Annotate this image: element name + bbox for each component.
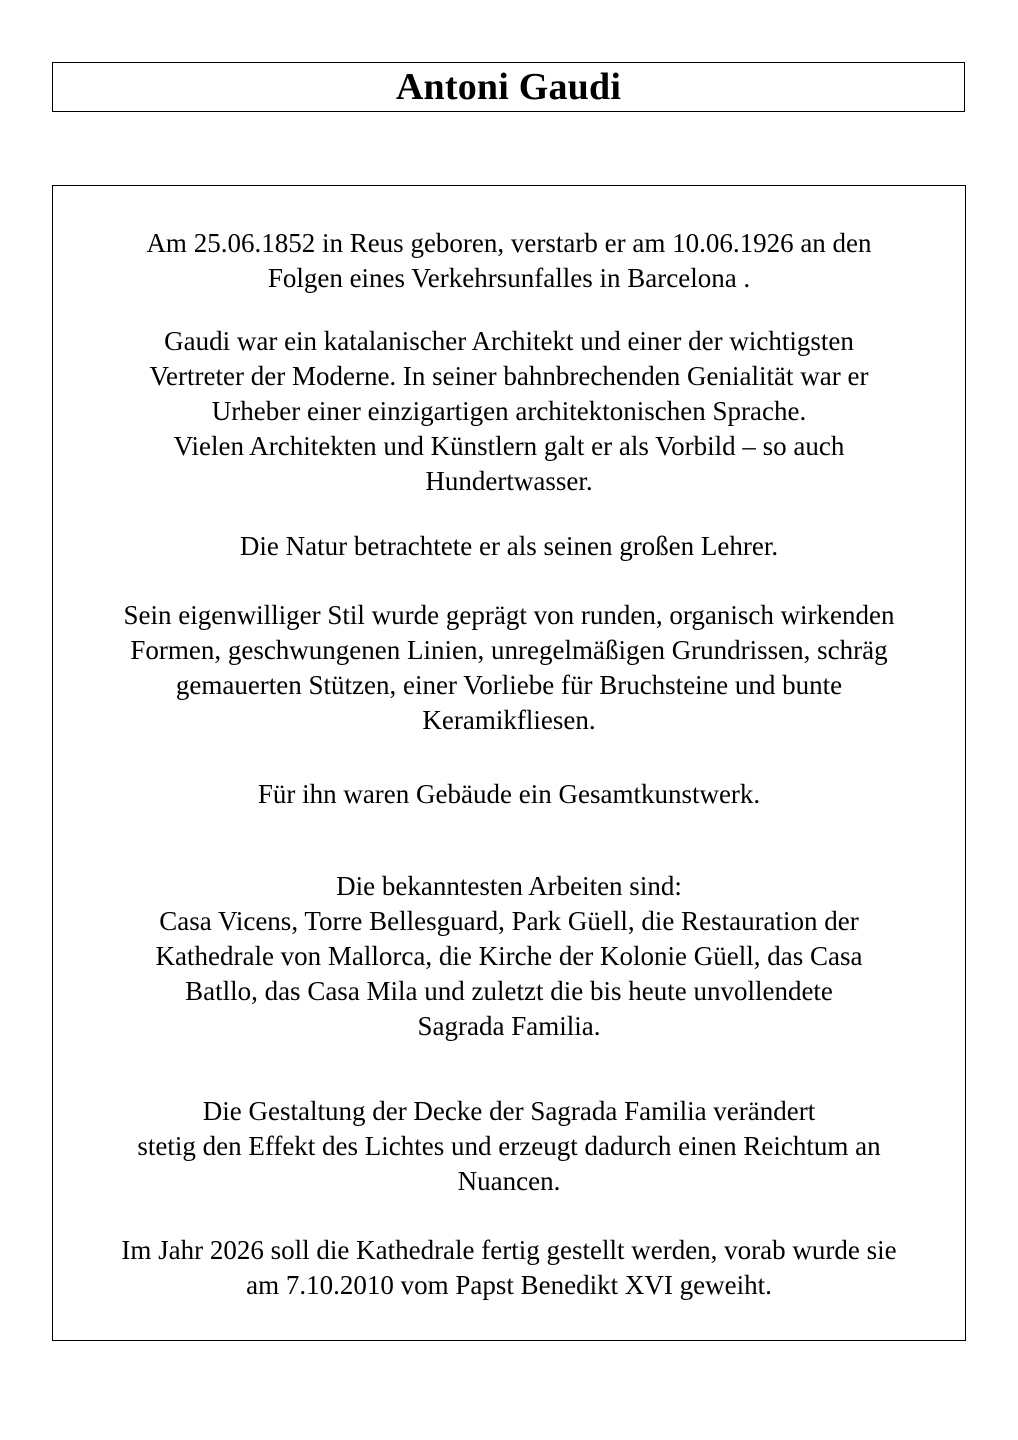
paragraph-gesamtkunstwerk [53,777,965,812]
text-line: Die bekanntesten Arbeiten sind: [336,871,682,901]
paragraph-ceiling [53,1094,965,1199]
text-line: gemauerten Stützen, einer Vorliebe für Bruchsteine und bunte [175,670,843,700]
title-box [52,62,965,112]
paragraph-birth-death [53,226,965,296]
text-line: Vertreter der Moderne. In seiner bahnbrechenden Genialität war er [149,361,869,391]
text-line: Die Gestaltung der Decke der Sagrada Familia verändert [202,1096,816,1126]
paragraph-architect [53,324,965,499]
text-line: Sein eigenwilliger Stil wurde geprägt von runden, organisch wirkenden [123,600,895,630]
paragraph-style [53,598,965,738]
page-title: Antoni Gaudi [395,66,622,108]
text-line: Casa Vicens, Torre Bellesguard, Park Güell, die Restauration der [159,906,859,936]
text-line: Kathedrale von Mallorca, die Kirche der Kolonie Güell, das Casa [155,941,863,971]
text-line: Keramikfliesen. [422,705,596,735]
text-line: Urheber einer einzigartigen architektonischen Sprache. [211,396,807,426]
paragraph-works [53,869,965,1044]
text-line: Vielen Architekten und Künstlern galt er als Vorbild – so auch [173,431,845,461]
paragraph-nature [53,529,965,564]
text-line: Gaudi war ein katalanischer Architekt und einer der wichtigsten [164,326,854,356]
text-line: Im Jahr 2026 soll die Kathedrale fertig gestellt werden, vorab wurde sie [121,1235,897,1265]
text-line: Nuancen. [457,1166,561,1196]
text-line: stetig den Effekt des Lichtes und erzeugt dadurch einen Reichtum an [137,1131,881,1161]
text-line: Batllo, das Casa Mila und zuletzt die bis heute unvollendete [185,976,833,1006]
text-line: Für ihn waren Gebäude ein Gesamtkunstwerk. [257,779,761,809]
text-line: Hundertwasser. [425,466,593,496]
text-line: am 7.10.2010 vom Papst Benedikt XVI geweiht. [246,1270,772,1300]
text-line: Formen, geschwungenen Linien, unregelmäßigen Grundrissen, schräg [130,635,888,665]
text-line: Die Natur betrachtete er als seinen großen Lehrer. [239,531,779,561]
text-line: Folgen eines Verkehrsunfalles in Barcelona . [267,263,751,293]
paragraph-completion [53,1233,965,1303]
text-line: Am 25.06.1852 in Reus geboren, verstarb er am 10.06.1926 an den [146,228,872,258]
content-box [52,185,966,1341]
text-line: Sagrada Familia. [417,1011,601,1041]
